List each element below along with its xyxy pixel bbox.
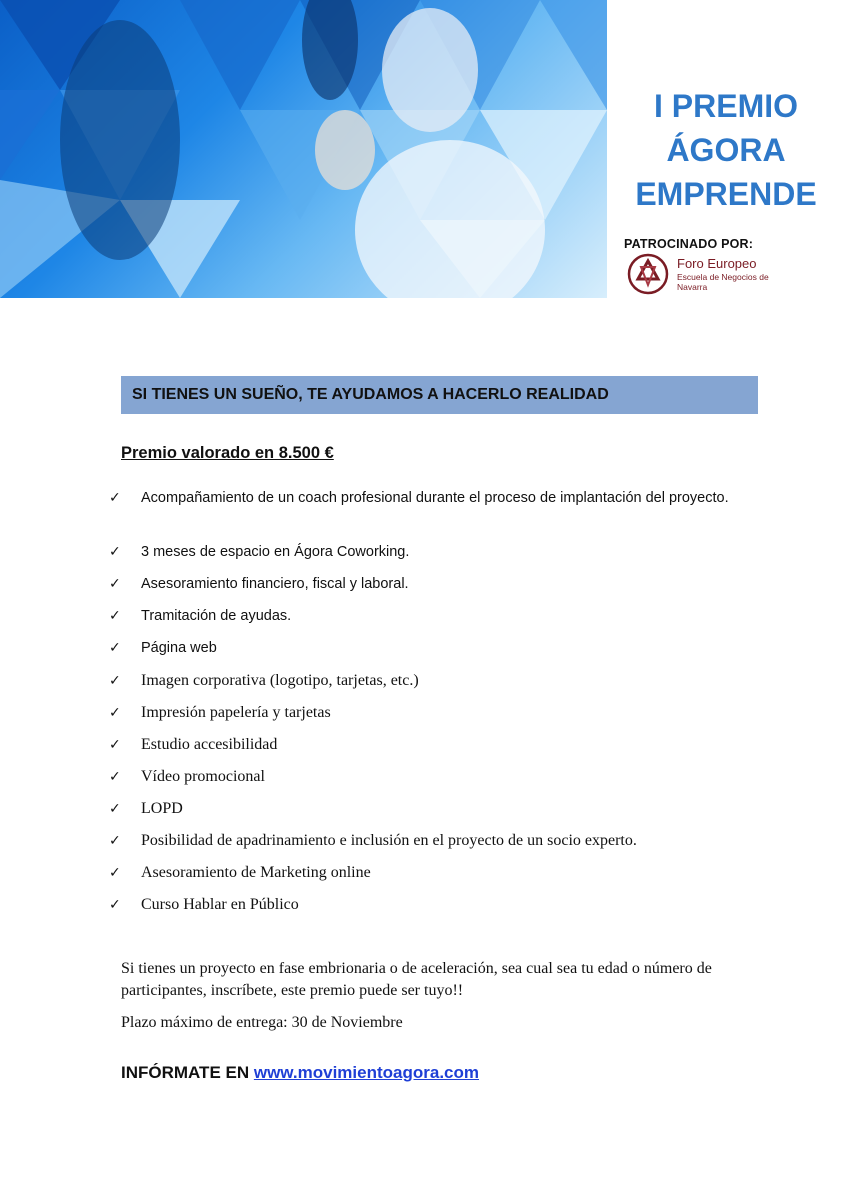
check-icon: ✓ xyxy=(109,801,121,817)
check-icon: ✓ xyxy=(109,673,121,689)
list-item-text: Página web xyxy=(141,640,217,656)
website-link[interactable]: www.movimientoagora.com xyxy=(253,1063,479,1082)
list-item-text: 3 meses de espacio en Ágora Coworking. xyxy=(141,544,410,560)
list-item-text: Curso Hablar en Público xyxy=(141,896,299,913)
check-icon: ✓ xyxy=(109,833,121,849)
list-item xyxy=(109,830,749,862)
title-line: EMPRENDE xyxy=(635,176,817,212)
benefits-list xyxy=(109,487,749,926)
info-prefix: INFÓRMATE EN xyxy=(121,1063,250,1082)
list-item-text: Impresión papelería y tarjetas xyxy=(141,704,331,721)
list-item-text: Tramitación de ayudas. xyxy=(141,608,292,624)
eligibility-paragraph: Si tienes un proyecto en fase embrionaria o de aceleración, sea cual sea tu edad o número de participantes, inscríbete, este premio puede ser tuyo!! xyxy=(121,960,712,999)
list-item-text: LOPD xyxy=(141,800,183,817)
sponsor-logo xyxy=(627,253,767,297)
deadline-text: Plazo máximo de entrega: 30 de Noviembre xyxy=(121,1014,403,1031)
list-item-text: Vídeo promocional xyxy=(141,768,265,785)
check-icon: ✓ xyxy=(109,865,121,881)
list-item-text: Imagen corporativa (logotipo, tarjetas, etc.) xyxy=(141,672,419,689)
sponsor-label: PATROCINADO POR: xyxy=(624,237,754,251)
list-item-text: Acompañamiento de un coach profesional durante el proceso de implantación del proyecto. xyxy=(141,490,729,506)
check-icon: ✓ xyxy=(109,544,121,560)
foro-europeo-emblem-icon xyxy=(627,253,669,295)
list-item xyxy=(109,702,749,734)
list-item-text: Posibilidad de apadrinamiento e inclusión en el proyecto de un socio experto. xyxy=(141,832,637,849)
list-item-text: Estudio accesibilidad xyxy=(141,736,278,753)
check-icon: ✓ xyxy=(109,897,121,913)
hero-geometric-collage xyxy=(0,0,607,298)
hero-photo xyxy=(0,0,607,298)
list-item xyxy=(109,637,749,670)
list-item xyxy=(109,894,749,926)
list-item xyxy=(109,670,749,702)
list-item xyxy=(109,573,749,605)
check-icon: ✓ xyxy=(109,705,121,721)
check-icon: ✓ xyxy=(109,490,121,506)
list-item-text: Asesoramiento de Marketing online xyxy=(141,864,371,881)
check-icon: ✓ xyxy=(109,576,121,592)
list-item xyxy=(109,734,749,766)
check-icon: ✓ xyxy=(109,608,121,624)
list-item xyxy=(109,487,749,541)
banner-text: SI TIENES UN SUEÑO, TE AYUDAMOS A HACERLO REALIDAD xyxy=(132,386,609,403)
title-line: I PREMIO xyxy=(653,88,798,124)
list-item xyxy=(109,798,749,830)
page-title xyxy=(628,84,824,216)
list-item xyxy=(109,605,749,637)
check-icon: ✓ xyxy=(109,640,121,656)
sponsor-subtitle: Escuela de Negocios de Navarra xyxy=(677,272,769,292)
info-line xyxy=(121,1063,479,1083)
tagline-banner xyxy=(121,376,758,414)
check-icon: ✓ xyxy=(109,737,121,753)
list-item xyxy=(109,862,749,894)
list-item xyxy=(109,766,749,798)
list-item-text: Asesoramiento financiero, fiscal y laboral. xyxy=(141,576,409,592)
title-line: ÁGORA xyxy=(666,132,786,168)
check-icon: ✓ xyxy=(109,769,121,785)
prize-heading: Premio valorado en 8.500 € xyxy=(121,444,334,462)
sponsor-name: Foro Europeo xyxy=(677,256,757,271)
list-item xyxy=(109,541,749,573)
